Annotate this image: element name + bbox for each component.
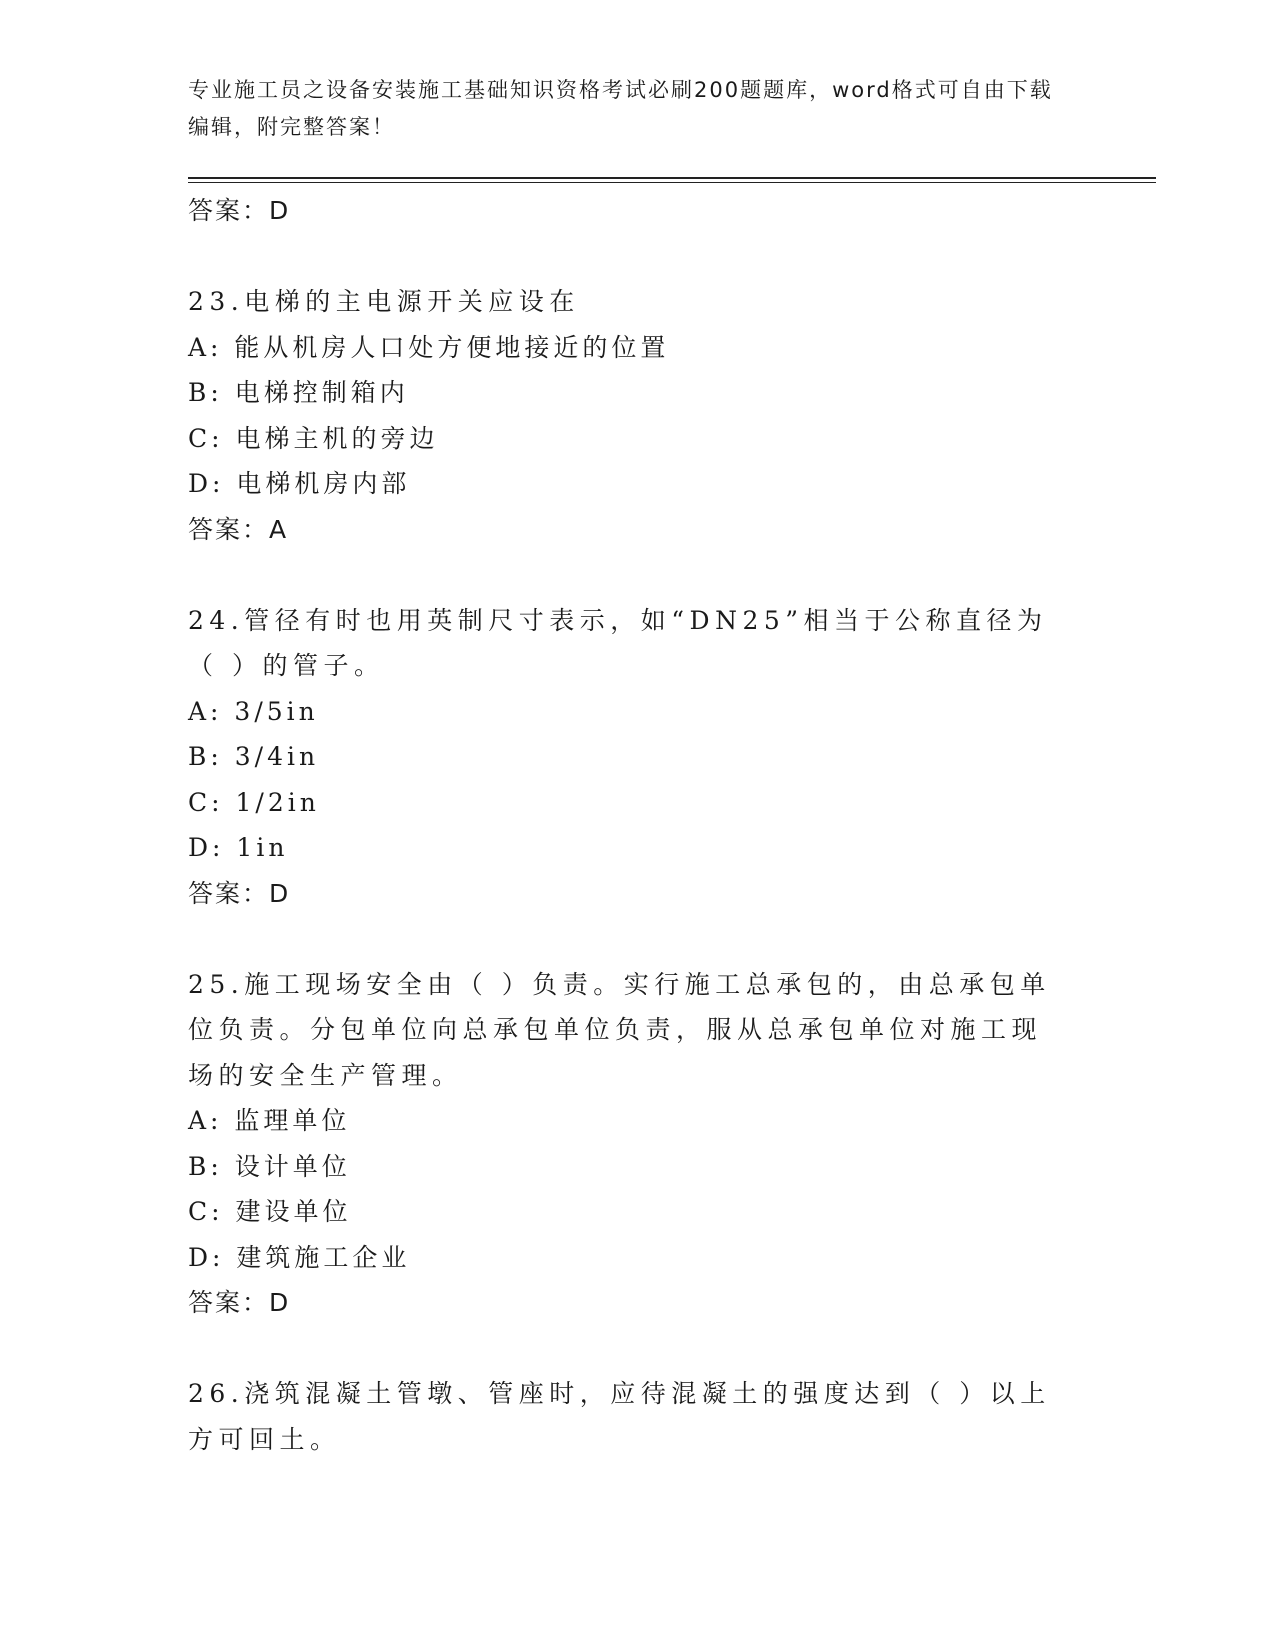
answer: 答案：A [188,514,289,544]
option-d: D: 1in [188,833,289,862]
question-stem: 23.电梯的主电源开关应设在 [188,287,580,316]
option-a: A: 能从机房人口处方便地接近的位置 [188,332,670,362]
answer-22: 答案：D [188,196,291,225]
page-header: 专业施工员之设备安装施工基础知识资格考试必刷200题题库，word格式可自由下载编辑，附完整答案！ [188,78,1053,139]
question-23 [188,279,1068,553]
question-list [188,188,1068,1462]
question-stem: 25.施工现场安全由（ ）负责。实行施工总承包的，由总承包单位负责。分包单位向总承包单位负责，服从总承包单位对施工现场的安全生产管理。 [188,969,1051,1090]
question-24 [188,598,1068,917]
question-26 [188,1371,1068,1462]
option-a: A: 监理单位 [188,1106,351,1135]
question-stem: 24.管径有时也用英制尺寸表示，如“DN25”相当于公称直径为（ ）的管子。 [188,605,1048,680]
option-c: C: 1/2in [188,787,320,817]
option-a: A: 3/5in [188,696,319,726]
answer: 答案：D [188,878,291,908]
question-25 [188,962,1068,1327]
option-c: C: 建设单位 [188,1197,352,1226]
question-stem: 26.浇筑混凝土管墩、管座时，应待混凝土的强度达到（ ）以上方可回土。 [188,1379,1051,1454]
option-d: D: 建筑施工企业 [188,1242,411,1272]
option-c: C: 电梯主机的旁边 [188,423,439,453]
option-b: B: 电梯控制箱内 [188,378,409,407]
option-d: D: 电梯机房内部 [188,469,411,498]
option-b: B: 设计单位 [188,1151,351,1181]
option-b: B: 3/4in [188,742,320,771]
answer: 答案：D [188,1288,291,1317]
header-divider [188,177,1156,183]
